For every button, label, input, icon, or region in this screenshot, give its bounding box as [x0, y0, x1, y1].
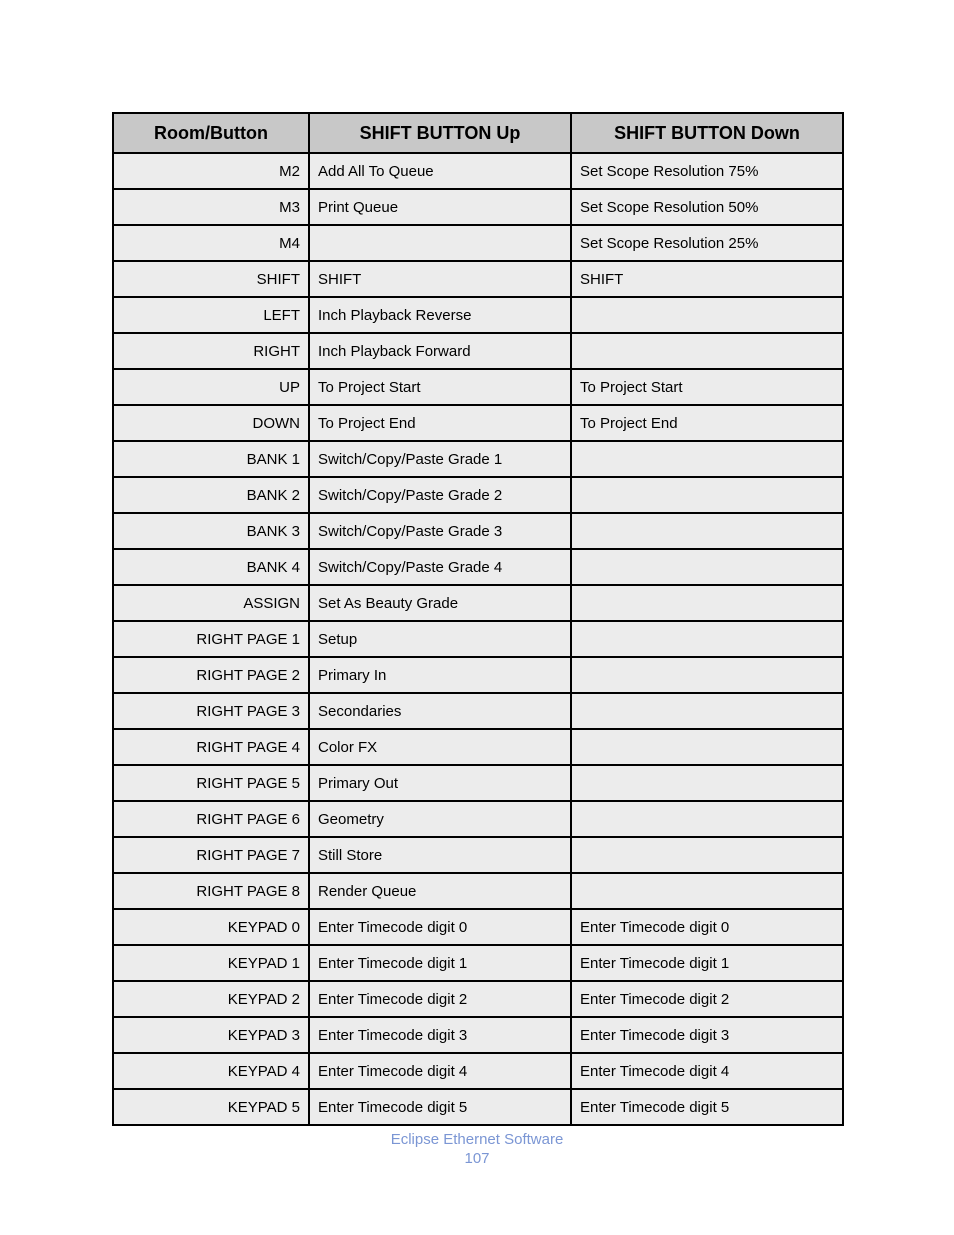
shift-down-cell [571, 693, 843, 729]
room-button-cell: RIGHT [113, 333, 309, 369]
footer-title: Eclipse Ethernet Software [390, 1131, 564, 1148]
table-row [113, 1053, 843, 1089]
header-shift-up: SHIFT BUTTON Up [309, 113, 571, 153]
room-button-cell: RIGHT PAGE 8 [113, 873, 309, 909]
table-row [113, 333, 843, 369]
shift-up-cell: Enter Timecode digit 4 [309, 1053, 571, 1089]
shift-down-cell: Enter Timecode digit 5 [571, 1089, 843, 1125]
table-row [113, 729, 843, 765]
shift-up-cell: Enter Timecode digit 5 [309, 1089, 571, 1125]
room-button-cell: BANK 1 [113, 441, 309, 477]
room-button-cell: KEYPAD 5 [113, 1089, 309, 1125]
shift-up-cell: Geometry [309, 801, 571, 837]
shift-down-cell: Enter Timecode digit 1 [571, 945, 843, 981]
shift-down-cell: Set Scope Resolution 75% [571, 153, 843, 189]
table-row [113, 945, 843, 981]
table-body [113, 153, 843, 1125]
shift-up-cell: Inch Playback Reverse [309, 297, 571, 333]
shift-up-cell: Switch/Copy/Paste Grade 1 [309, 441, 571, 477]
shift-up-cell: Switch/Copy/Paste Grade 3 [309, 513, 571, 549]
room-button-cell: KEYPAD 0 [113, 909, 309, 945]
shift-up-cell [309, 225, 571, 261]
shift-down-cell [571, 441, 843, 477]
shift-down-cell [571, 801, 843, 837]
shift-up-cell: Set As Beauty Grade [309, 585, 571, 621]
shift-up-cell: Enter Timecode digit 2 [309, 981, 571, 1017]
table-row [113, 765, 843, 801]
room-button-cell: KEYPAD 2 [113, 981, 309, 1017]
shift-down-cell [571, 657, 843, 693]
shift-button-table [112, 112, 844, 1126]
shift-down-cell [571, 513, 843, 549]
table-row [113, 657, 843, 693]
table-row [113, 837, 843, 873]
shift-up-cell: Render Queue [309, 873, 571, 909]
shift-down-cell [571, 333, 843, 369]
shift-up-cell: Secondaries [309, 693, 571, 729]
shift-down-cell [571, 585, 843, 621]
shift-down-cell: Enter Timecode digit 3 [571, 1017, 843, 1053]
room-button-cell: RIGHT PAGE 7 [113, 837, 309, 873]
shift-down-cell: Enter Timecode digit 2 [571, 981, 843, 1017]
table-row [113, 513, 843, 549]
table-header-row [113, 113, 843, 153]
table-row [113, 153, 843, 189]
room-button-cell: M4 [113, 225, 309, 261]
shift-down-cell: SHIFT [571, 261, 843, 297]
shift-down-cell: Enter Timecode digit 4 [571, 1053, 843, 1089]
shift-down-cell [571, 765, 843, 801]
shift-up-cell: Still Store [309, 837, 571, 873]
shift-up-cell: Color FX [309, 729, 571, 765]
shift-down-cell: To Project Start [571, 369, 843, 405]
room-button-cell: ASSIGN [113, 585, 309, 621]
shift-up-cell: To Project Start [309, 369, 571, 405]
shift-down-cell [571, 297, 843, 333]
table-row [113, 369, 843, 405]
shift-up-cell: Primary In [309, 657, 571, 693]
shift-up-cell: SHIFT [309, 261, 571, 297]
table-row [113, 981, 843, 1017]
shift-up-cell: Enter Timecode digit 1 [309, 945, 571, 981]
table-row [113, 1017, 843, 1053]
room-button-cell: SHIFT [113, 261, 309, 297]
shift-down-cell [571, 621, 843, 657]
table-row [113, 909, 843, 945]
table-row [113, 621, 843, 657]
table-row [113, 405, 843, 441]
table-row [113, 1089, 843, 1125]
room-button-cell: M3 [113, 189, 309, 225]
header-room-button: Room/Button [113, 113, 309, 153]
shift-down-cell [571, 549, 843, 585]
table-row [113, 801, 843, 837]
table-row [113, 189, 843, 225]
table-row [113, 873, 843, 909]
shift-up-cell: Primary Out [309, 765, 571, 801]
header-shift-down: SHIFT BUTTON Down [571, 113, 843, 153]
shift-up-cell: Switch/Copy/Paste Grade 2 [309, 477, 571, 513]
footer-page-number: 107 [464, 1150, 490, 1167]
table-row [113, 549, 843, 585]
room-button-cell: KEYPAD 1 [113, 945, 309, 981]
room-button-cell: RIGHT PAGE 1 [113, 621, 309, 657]
room-button-cell: RIGHT PAGE 6 [113, 801, 309, 837]
room-button-cell: BANK 3 [113, 513, 309, 549]
room-button-cell: KEYPAD 3 [113, 1017, 309, 1053]
shift-down-cell: To Project End [571, 405, 843, 441]
room-button-cell: DOWN [113, 405, 309, 441]
shift-down-cell: Set Scope Resolution 50% [571, 189, 843, 225]
table-row [113, 693, 843, 729]
room-button-cell: M2 [113, 153, 309, 189]
table-row [113, 225, 843, 261]
table-row [113, 585, 843, 621]
room-button-cell: BANK 4 [113, 549, 309, 585]
room-button-cell: RIGHT PAGE 4 [113, 729, 309, 765]
room-button-cell: UP [113, 369, 309, 405]
shift-down-cell [571, 837, 843, 873]
shift-up-cell: To Project End [309, 405, 571, 441]
shift-down-cell: Set Scope Resolution 25% [571, 225, 843, 261]
table-row [113, 261, 843, 297]
room-button-cell: RIGHT PAGE 5 [113, 765, 309, 801]
shift-up-cell: Add All To Queue [309, 153, 571, 189]
shift-down-cell [571, 873, 843, 909]
shift-up-cell: Print Queue [309, 189, 571, 225]
room-button-cell: KEYPAD 4 [113, 1053, 309, 1089]
table-row [113, 477, 843, 513]
shift-up-cell: Inch Playback Forward [309, 333, 571, 369]
shift-down-cell [571, 729, 843, 765]
room-button-cell: RIGHT PAGE 3 [113, 693, 309, 729]
shift-down-cell [571, 477, 843, 513]
shift-up-cell: Switch/Copy/Paste Grade 4 [309, 549, 571, 585]
shift-up-cell: Enter Timecode digit 0 [309, 909, 571, 945]
table-row [113, 297, 843, 333]
room-button-cell: RIGHT PAGE 2 [113, 657, 309, 693]
table-row [113, 441, 843, 477]
shift-up-cell: Enter Timecode digit 3 [309, 1017, 571, 1053]
room-button-cell: LEFT [113, 297, 309, 333]
room-button-cell: BANK 2 [113, 477, 309, 513]
shift-down-cell: Enter Timecode digit 0 [571, 909, 843, 945]
shift-up-cell: Setup [309, 621, 571, 657]
